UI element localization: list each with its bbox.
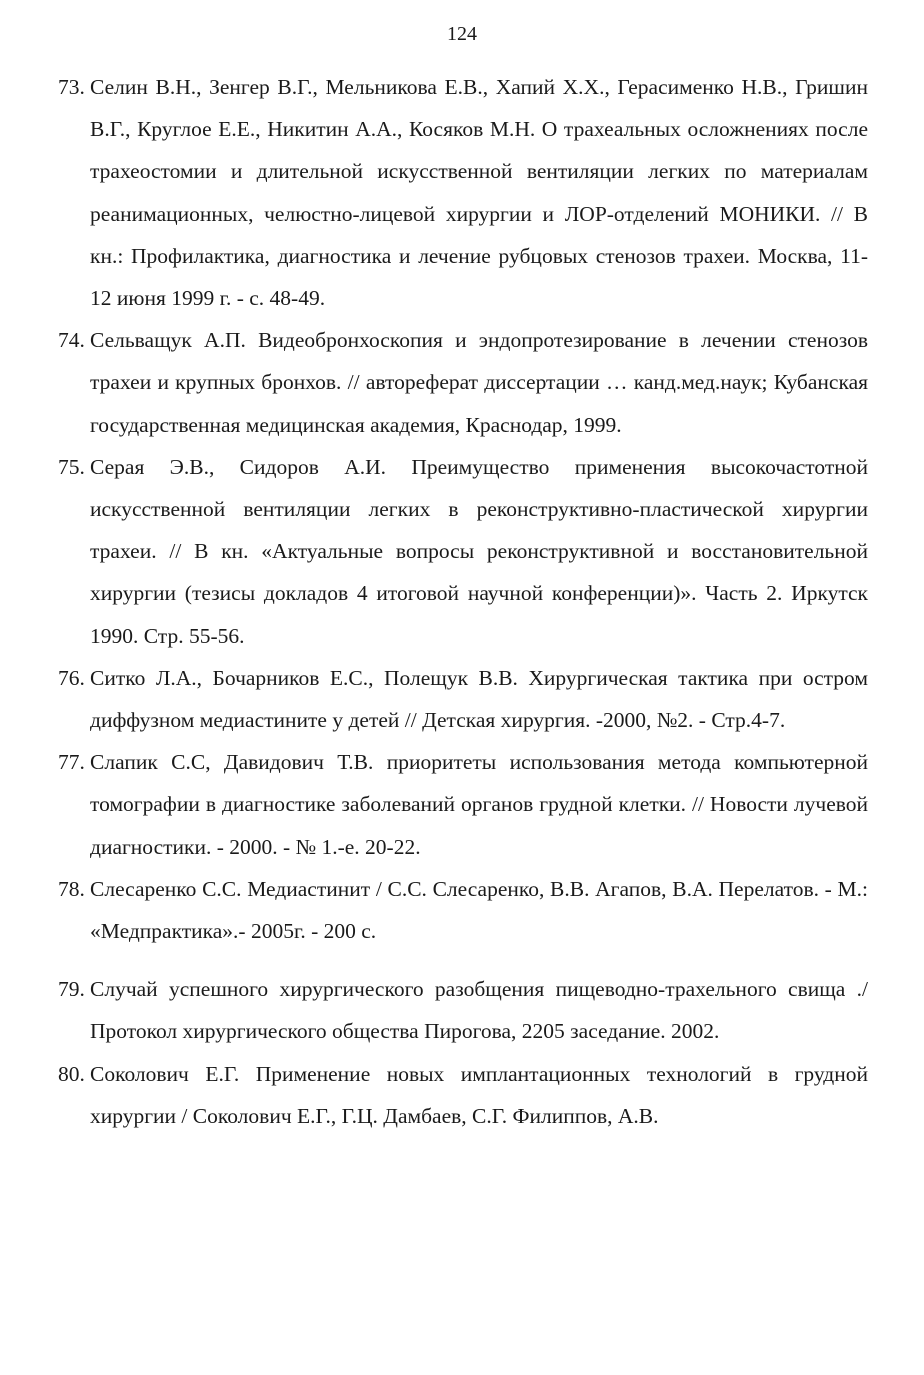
reference-number: 73. [58,75,85,99]
reference-number: 79. [58,977,85,1002]
reference-text: Слапик С.С, Давидович Т.В. приоритеты использования метода компьютерной томографии в диагностике заболеваний органов грудной клетки. // Новости лучевой диагностики. - 2000. - № 1.-е. 20-22. [90,750,868,859]
reference-number: 80. [58,1061,85,1086]
reference-item-75 [58,446,868,657]
reference-text: Соколович Е.Г. Применение новых имплантационных технологий в грудной хирургии / Соколович Е.Г., Г.Ц. Дамбаев, С.Г. Филиппов, А.В. [90,1061,868,1128]
reference-item-74 [58,319,868,446]
reference-item-77 [58,741,868,868]
reference-number: 77. [58,750,85,775]
reference-text: Серая Э.В., Сидоров А.И. Преимущество применения высокочастотной искусственной вентиляции легких в реконструктивно-пластической хирургии трахеи. // В кн. «Актуальные вопросы реконструктивной и восстановительной хирургии (тезисы докладов 4 итоговой научной конференции)». Часть 2. Иркутск 1990. Стр. 55-56. [90,454,868,648]
reference-text: Сельващук А.П. Видеобронхоскопия и эндопротезирование в лечении стенозов трахеи и крупных бронхов. // автореферат диссертации … канд.мед.наук; Кубанская государственная медицинская академия, Краснодар, 1999. [90,328,868,437]
reference-text: Ситко Л.А., Бочарников Е.С., Полещук В.В. Хирургическая тактика при остром диффузном медиастините у детей // Детская хирургия. -2000, №2. - Стр.4-7. [90,665,868,733]
reference-number: 75. [58,454,85,479]
reference-text: Случай успешного хирургического разобщения пищеводно-трахельного свища ./ Протокол хирургического общества Пирогова, 2205 заседание. 2002. [90,977,868,1044]
reference-number: 74. [58,328,85,353]
reference-text: Слесаренко С.С. Медиастинит / С.С. Слесаренко, В.В. Агапов, В.А. Перелатов. - М.: «Медпрактика».- 2005г. - 200 с. [90,876,868,944]
page-number: 124 [447,23,477,45]
reference-item-76 [58,657,868,741]
reference-text: Селин В.Н., Зенгер В.Г., Мельникова Е.В., Хапий Х.Х., Герасименко Н.В., Гришин В.Г., Круглое Е.Е., Никитин А.А., Косяков М.Н. О трахеальных осложнениях после трахеостомии и длительной искусственной вентиляции легких по материалам реанимационных, челюстно-лицевой хирургии и ЛОР-отделений МОНИКИ. // В кн.: Профилактика, диагностика и лечение рубцовых стенозов трахеи. Москва, 11-12 июня 1999 г. - с. 48-49. [90,75,868,311]
reference-list [58,66,868,1137]
reference-number: 76. [58,665,85,690]
reference-item-79 [58,968,868,1052]
reference-item-73 [58,66,868,319]
reference-item-80 [58,1053,868,1137]
reference-item-78 [58,868,868,952]
reference-number: 78. [58,876,85,901]
